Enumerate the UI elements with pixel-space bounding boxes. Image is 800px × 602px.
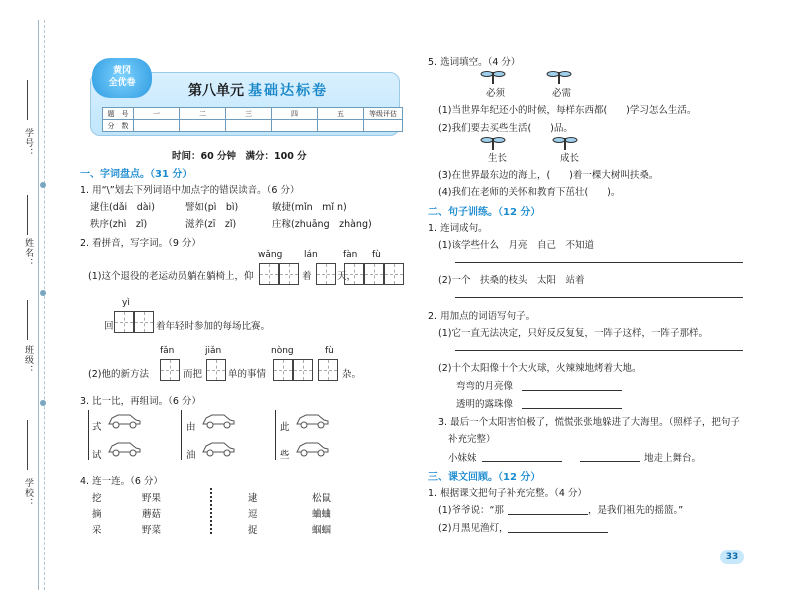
q1-item[interactable]: 滋养(zī zǐ)	[185, 219, 237, 230]
compare-char: 由	[186, 422, 196, 433]
q2-text: 着年轻时参加的每场比赛。	[156, 321, 271, 332]
answer-line[interactable]	[455, 350, 743, 351]
s2-q2-item: (2)十个太阳像十个大火球，火辣辣地烤着大地。	[438, 363, 642, 374]
q2-text: 单的事情	[228, 369, 267, 380]
char-box[interactable]	[293, 359, 313, 381]
exam-info: 时间：60 分钟 满分：100 分	[172, 151, 307, 162]
car-icon[interactable]	[294, 411, 330, 429]
char-box[interactable]	[160, 359, 180, 381]
car-icon[interactable]	[200, 439, 236, 457]
q1-item[interactable]: 秩序(zhì zǐ)	[90, 219, 148, 230]
s2-q2-stem: 2. 用加点的词语写句子。	[428, 311, 536, 322]
answer-line[interactable]	[522, 390, 622, 391]
brace	[275, 410, 276, 460]
page-number: 33	[720, 550, 744, 564]
answer-line[interactable]	[455, 297, 743, 298]
q1-stem: 1. 用“\”划去下列词语中加点字的错误读音。（6 分）	[80, 185, 300, 196]
q5-sentence[interactable]: (4)我们在老师的关怀和教育下茁壮( )。	[438, 187, 621, 198]
q5-sentence[interactable]: (3)在世界最东边的海上，( )着一棵大树叫扶桑。	[438, 170, 659, 181]
q2-sentence: (1)这个退役的老运动员躺在躺椅上，仰	[88, 271, 254, 282]
brace	[88, 410, 89, 460]
section3-title: 三、课文回顾。（12 分）	[428, 472, 541, 483]
q1-item[interactable]: 庄稼(zhuāng zhàng)	[272, 219, 372, 230]
compare-char: 些	[280, 450, 290, 461]
match-item[interactable]: 挖	[92, 493, 102, 504]
car-icon[interactable]	[200, 411, 236, 429]
match-item[interactable]: 采	[92, 525, 102, 536]
match-item[interactable]: 松鼠	[312, 493, 332, 504]
binding-hole	[40, 182, 46, 188]
pinyin: yì	[122, 298, 130, 308]
s2-q2-item: 透明的露珠像	[456, 399, 514, 410]
word-choice[interactable]: 生长	[488, 153, 508, 164]
student-number-label: 学号：	[23, 128, 33, 158]
class-line	[27, 300, 28, 340]
match-item[interactable]: 摘	[92, 509, 102, 520]
binding-hole	[40, 290, 46, 296]
s2-q1-stem: 1. 连词成句。	[428, 223, 488, 234]
answer-line[interactable]	[580, 461, 640, 462]
s3-q1-item: (2)月黑见渔灯，	[438, 523, 509, 534]
brace	[181, 410, 182, 460]
school-line	[27, 420, 28, 470]
q1-item[interactable]: 譬如(pì bì)	[185, 202, 239, 213]
pinyin: fù	[372, 250, 381, 260]
s2-q1-item: (1)该学些什么 月亮 自己 不知道	[438, 240, 594, 251]
match-item[interactable]: 逗	[248, 509, 258, 520]
car-icon[interactable]	[106, 411, 142, 429]
s2-q2-item: 弯弯的月亮像	[456, 381, 514, 392]
q2-text: 回	[104, 321, 114, 332]
score-table-row: 分 数	[103, 120, 403, 132]
q3-stem: 3. 比一比，再组词。（6 分）	[80, 396, 201, 407]
q2-text: 而把	[183, 369, 203, 380]
char-box[interactable]	[364, 263, 384, 285]
name-label: 姓名：	[23, 238, 33, 268]
car-icon[interactable]	[106, 439, 142, 457]
pinyin: wǎng	[258, 250, 283, 260]
compare-char: 试	[92, 450, 102, 461]
match-item[interactable]: 捉	[248, 525, 258, 536]
answer-line[interactable]	[482, 461, 562, 462]
q2-text: 天，	[337, 271, 357, 282]
s2-q3-item: 小妹妹	[448, 453, 477, 464]
match-item[interactable]: 逮	[248, 493, 258, 504]
match-item[interactable]: 蘑菇	[142, 509, 162, 520]
section1-title: 一、字词盘点。（31 分）	[80, 169, 193, 180]
compare-char: 式	[92, 422, 102, 433]
divider	[210, 488, 214, 534]
compare-char: 此	[280, 422, 290, 433]
answer-line[interactable]	[508, 514, 588, 515]
q5-stem: 5. 选词填空。（4 分）	[428, 57, 521, 68]
dragonfly-icon	[480, 70, 506, 84]
student-number-line	[27, 80, 28, 120]
brand-logo: 黄冈 全优卷	[92, 58, 152, 98]
q5-sentence[interactable]: (1)当世界年纪还小的时候，每样东西都( )学习怎么生活。	[438, 105, 697, 116]
name-line	[27, 195, 28, 235]
binding-line	[38, 20, 39, 590]
answer-line[interactable]	[508, 532, 608, 533]
s3-q1-item: (1)爷爷说：“那	[438, 505, 504, 516]
word-choice[interactable]: 必需	[552, 88, 572, 99]
q2-text: 着	[302, 271, 312, 282]
s2-q2-item: (1)它一直无法决定，只好反反复复，一阵子这样，一阵子那样。	[438, 328, 708, 339]
q1-item[interactable]: 敏捷(mǐn mǐ n)	[272, 202, 347, 213]
cut-line	[44, 20, 45, 590]
s2-q3-stem: 3. 最后一个太阳害怕极了，慌慌张张地躲进了大海里。（照样子，把句子	[438, 417, 740, 428]
pinyin: lán	[304, 250, 318, 260]
s2-q3-item: 地走上舞台。	[644, 453, 702, 464]
answer-line[interactable]	[522, 408, 622, 409]
char-box[interactable]	[316, 263, 336, 285]
match-item[interactable]: 野菜	[142, 525, 162, 536]
pinyin: nòng	[271, 346, 294, 356]
answer-line[interactable]	[455, 262, 743, 263]
word-choice[interactable]: 成长	[560, 153, 580, 164]
section2-title: 二、句子训练。（12 分）	[428, 207, 541, 218]
s3-q1-stem: 1. 根据课文把句子补充完整。（4 分）	[428, 488, 587, 499]
char-box[interactable]	[273, 359, 293, 381]
compare-char: 油	[186, 450, 196, 461]
word-choice[interactable]: 必须	[486, 88, 506, 99]
char-box[interactable]	[114, 311, 134, 333]
q2-text: (2)他的新方法	[88, 369, 149, 380]
q2-text: 杂。	[342, 369, 362, 380]
unit-title: 第八单元	[188, 83, 244, 99]
char-box[interactable]	[134, 311, 154, 333]
char-box[interactable]	[206, 359, 226, 381]
exam-subtitle: 基础达标卷	[248, 83, 328, 99]
dragonfly-icon	[552, 136, 578, 150]
char-box[interactable]	[259, 263, 279, 285]
match-item[interactable]: 蛐蛐	[312, 509, 332, 520]
score-table	[102, 107, 403, 132]
dragonfly-icon	[546, 70, 572, 84]
char-box[interactable]	[279, 263, 299, 285]
pinyin: fàn	[343, 250, 358, 260]
class-label: 班级：	[23, 345, 33, 375]
q1-item[interactable]: 逮住(dǎi dài)	[90, 202, 155, 213]
q4-stem: 4. 连一连。（6 分）	[80, 476, 163, 487]
s2-q1-item: (2)一个 扶桑的枝头 太阳 站着	[438, 275, 585, 286]
pinyin: fù	[325, 346, 334, 356]
score-table-row: 题 号 一 二 三 四 五 等级评估	[103, 108, 403, 120]
s2-q3-stem: 补充完整）	[448, 434, 496, 445]
char-box[interactable]	[384, 263, 404, 285]
match-item[interactable]: 野果	[142, 493, 162, 504]
char-box[interactable]	[318, 359, 338, 381]
pinyin: jiǎn	[205, 346, 222, 356]
binding-hole	[40, 400, 46, 406]
dragonfly-icon	[480, 136, 506, 150]
s3-q1-item: ，是我们祖先的摇篮。”	[588, 505, 684, 516]
pinyin: fǎn	[160, 346, 175, 356]
q2-stem: 2. 看拼音，写字词。（9 分）	[80, 238, 201, 249]
car-icon[interactable]	[294, 439, 330, 457]
match-item[interactable]: 蝈蝈	[312, 525, 332, 536]
q5-sentence[interactable]: (2)我们要去买些生活( )品。	[438, 123, 573, 134]
char-box[interactable]	[344, 263, 364, 285]
school-label: 学校：	[23, 478, 33, 508]
